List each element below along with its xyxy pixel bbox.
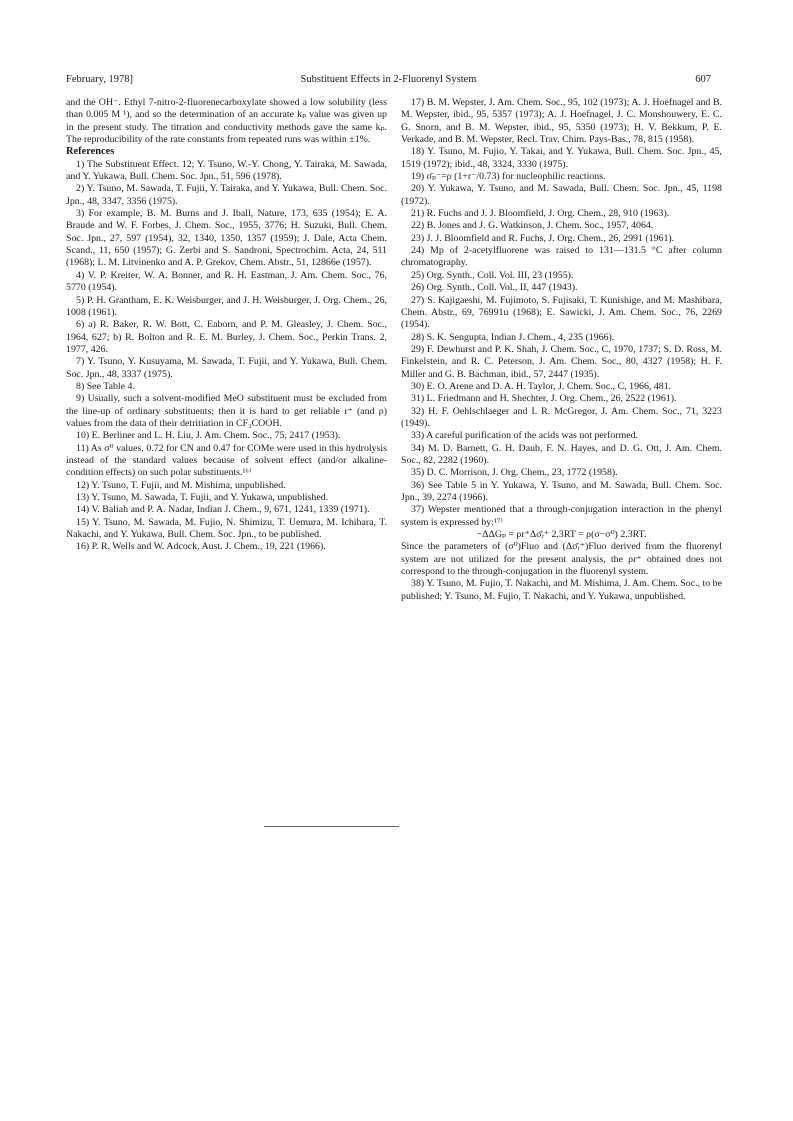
reference-item: 5) P. H. Grantham, E. K. Weisburger, and J. H. Weisburger, J. Org. Chem., 26, 1008 (1961).	[66, 294, 387, 318]
intro-paragraph: and the OH⁻. Ethyl 7-nitro-2-fluorenecarboxylate showed a low solubility (less than 0.005 M ¹), and so the determination of an accurate kₚ value was given up in the present study. The titration and conductivity methods gave the same kₚ. The reproducibility of the rate constants from repeated runs was within ±1%.	[66, 97, 387, 146]
reference-item: 32) H. F. Oehlschlaeger and I. R. McGregor, J. Am. Chem. Soc., 71, 3223 (1949).	[401, 405, 722, 429]
reference-item: 20) Y. Yukawa, Y. Tsuno, and M. Sawada, Bull. Chem. Soc. Jpn., 45, 1198 (1972).	[401, 183, 722, 207]
reference-item: 2) Y. Tsuno, M. Sawada, T. Fujii, Y. Tairaka, and Y. Yukawa, Bull. Chem. Soc. Jpn., 48, 3347, 3356 (1975).	[66, 183, 387, 207]
reference-item: 31) L. Friedmann and H. Shechter, J. Org. Chem., 26, 2522 (1961).	[411, 393, 677, 405]
reference-item: 24) Mp of 2-acetylfluorene was raised to 131—131.5 °C after column chromatography.	[401, 245, 722, 269]
reference-item: 26) Org. Synth., Coll. Vol., II, 447 (1943).	[411, 282, 578, 294]
reference-item: 23) J. J. Bloomfield and R. Fuchs, J. Org. Chem., 26, 2991 (1961).	[411, 232, 675, 244]
reference-item: 21) R. Fuchs and J. J. Bloomfield, J. Org. Chem., 28, 910 (1963).	[411, 208, 670, 220]
reference-item: 22) B. Jones and J. G. Watkinson, J. Chem. Soc., 1957, 4064.	[411, 220, 654, 232]
reference-item: 34) M. D. Barnett, G. H. Daub, F. N. Hayes, and D. G. Ott, J. Am. Chem. Soc., 82, 2282 (1960).	[401, 442, 722, 466]
reference-item: 37) Wepster mentioned that a through-conjugation interaction in the phenyl system is expressed by:¹⁷⁾	[401, 504, 722, 528]
references-heading: References	[66, 146, 115, 158]
reference-item: 33) A careful purification of the acids was not performed.	[411, 430, 639, 442]
reference-item: 35) D. C. Morrison, J. Org. Chem., 23, 1772 (1958).	[411, 467, 618, 479]
page-number: 607	[695, 74, 711, 85]
reference-item: 11) As σ⁰ values, 0.72 for CN and 0.47 for COMe were used in this hydrolysis instead of the standard values because of solvent effect (and/or alkaline-condition effects) on such polar substituents.¹⁶⁾	[66, 442, 387, 479]
reference-item: 28) S. K. Sengupta, Indian J. Chem., 4, 235 (1966).	[411, 331, 615, 343]
left-column	[66, 97, 387, 554]
reference-item: 36) See Table 5 in Y. Yukawa, Y. Tsuno, and M. Sawada, Bull. Chem. Soc. Jpn., 39, 2274 (1966).	[401, 479, 722, 503]
reference-item: 17) B. M. Wepster, J. Am. Chem. Soc., 95, 102 (1973); A. J. Hoefnagel and B. M. Wepster, ibid., 95, 5357 (1973); A. J. Hoefnagel, J. C. Monshouwery, E. C. G. Snorn, and B. M. Wepster, ibid., 95, 5350 (1973); H. V. Bekkum, P. E. Verkade, and B. M. Wepster, Recl. Trav. Chim. Pays-Bas., 78, 815 (1958).	[401, 97, 722, 146]
right-reference-list	[401, 97, 722, 529]
reference-item: 7) Y. Tsuno, Y. Kusuyama, M. Sawada, T. Fujii, and Y. Yukawa, Bull. Chem. Soc. Jpn., 48, 3337 (1975).	[66, 356, 387, 380]
reference-item: 1) The Substituent Effect. 12; Y. Tsuno, W.-Y. Chong, Y. Tairaka, M. Sawada, and Y. Yukawa, Bull. Chem. Soc. Jpn., 51, 596 (1978).	[66, 158, 387, 183]
reference-item: 18) Y. Tsuno, M. Fujio, Y. Takai, and Y. Yukawa, Bull. Chem. Soc. Jpn., 45, 1519 (1972); ibid., 48, 3324, 3330 (1975).	[401, 146, 722, 170]
reference-item: 8) See Table 4.	[76, 380, 135, 392]
reference-item: 6) a) R. Baker, R. W. Bott, C. Eaborn, and P. M. Gleasley, J. Chem. Soc., 1964, 627; b) R. Bolton and R. E. M. Burley, J. Chem. Soc., Perkin Trans. 2, 1977, 426.	[66, 319, 387, 355]
reference-item: 10) E. Berliner and L. H. Liu, J. Am. Chem. Soc., 75, 2417 (1953).	[76, 430, 341, 442]
reference-item: 15) Y. Tsuno, M. Sawada, M. Fujio, N. Shimizu, T. Uemura, M. Ichihara, T. Nakachi, and Y. Yukawa, Bull. Chem. Soc. Jpn., to be published.	[66, 516, 387, 541]
reference-item: 29) F. Dewhurst and P. K. Shah, J. Chem. Soc., C, 1970, 1737; S. D. Ross, M. Finkelstein, and R. C. Peterson, J. Am. Chem. Soc., 80, 4327 (1958); H. F. Miller and G. B. Bachman, ibid., 57, 2447 (1935).	[401, 343, 722, 380]
reference-item: 16) P. R. Wells and W. Adcock, Aust. J. Chem., 19, 221 (1966).	[76, 541, 326, 553]
header-date: February, 1978]	[66, 74, 133, 85]
reference-item: 27) S. Kajigaeshi, M. Fujimoto, S. Fujisaki, T. Kunishige, and M. Mashibara, Chem. Abstr., 69, 76991u (1968); E. Sawicki, J. Am. Chem. Soc., 76, 2269 (1954).	[401, 294, 722, 331]
reference-item: 19) σ̄ₚ⁻=ρ (1+r⁻/0.73) for nucleophilic reactions.	[411, 171, 606, 183]
reference-item: 30) E. O. Arene and D. A. H. Taylor, J. Chem. Soc., C, 1966, 481.	[411, 380, 672, 392]
end-rule	[264, 826, 399, 827]
reference-item: 4) V. P. Kreiter, W. A. Bonner, and R. H. Eastman, J. Am. Chem. Soc., 76, 5770 (1954).	[66, 269, 387, 294]
reference-item: 14) V. Baliah and P. A. Nadar, Indian J. Chem., 9, 671, 1241, 1339 (1971).	[76, 504, 370, 516]
running-header	[66, 74, 711, 88]
reference-item: 13) Y. Tsuno, M. Sawada, T. Fujii, and Y. Yukawa, unpublished.	[76, 492, 329, 503]
right-column	[401, 97, 722, 603]
reference-item: 3) For example, B. M. Burns and J. Iball, Nature, 173, 635 (1954); E. A. Braude and W. F. Forbes, J. Chem. Soc., 1955, 3776; H. Suzuki, Bull. Chem. Soc. Jpn., 27, 597 (1954), 32, 1340, 1350, 1357 (1959); J. Dale, Acta Chem. Scand., 11, 650 (1957); G. Zerbi and S. Sandroni, Spectrochim. Acta, 24, 511 (1968); L. M. Litvinenko and A. P. Grekov, Chem. Abstr., 51, 12866e (1957).	[66, 208, 387, 269]
equation-explanation: Since the parameters of (σ⁰)Fluo and (Δσ̄ᵣ⁺)Fluo derived from the fluorenyl system are not utilized for the present analysis, the ρr⁺ obtained does not correspond to the through-conjugation in the fluorenyl system.	[401, 541, 722, 578]
reference-item: 12) Y. Tsuno, T. Fujii, and M. Mishima, unpublished.	[76, 479, 286, 491]
equation: −ΔΔGₚ = ρr⁺Δσ̄ᵣ⁺ 2.3RT = ρ(σ−σ⁰) 2.3RT.	[476, 529, 647, 541]
header-title: Substituent Effects in 2-Fluorenyl System	[300, 74, 477, 85]
reference-item: 25) Org. Synth., Coll. Vol. III, 23 (1955).	[411, 269, 574, 281]
reference-item: 38) Y. Tsuno, M. Fujio, T. Nakachi, and M. Mishima, J. Am. Chem. Soc., to be published; Y. Tsuno, M. Fujio, T. Nakachi, and Y. Yukawa, unpublished.	[401, 578, 722, 602]
left-reference-list	[66, 159, 387, 554]
reference-item: 9) Usually, such a solvent-modified MeO substituent must be excluded from the line-up of ordinary substituents; then it is hard to get reliable r⁺ (and ρ) values from the data of their detritiation in CF₃COOH.	[66, 393, 387, 429]
